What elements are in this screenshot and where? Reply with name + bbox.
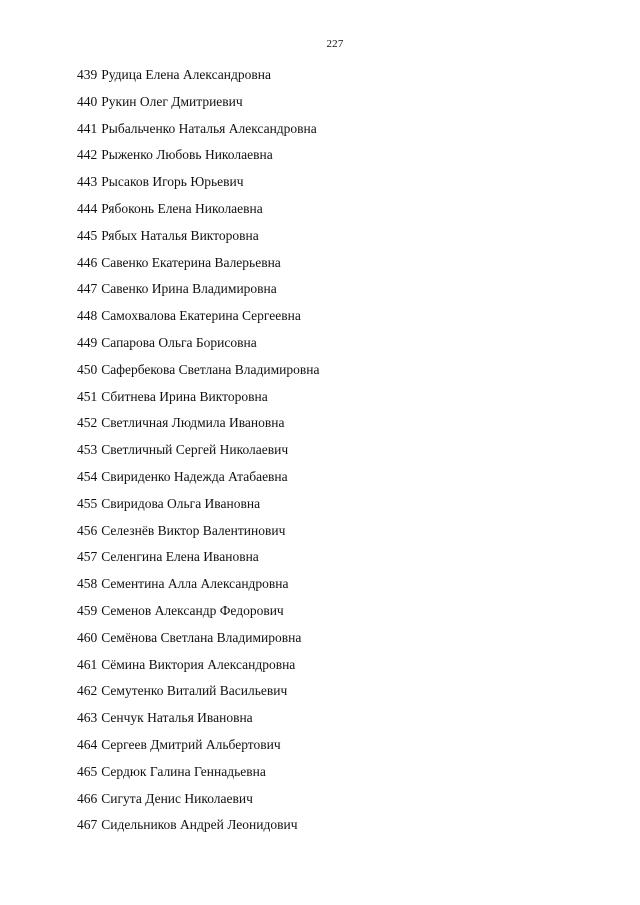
entry-name: Савенко Ирина Владимировна bbox=[101, 281, 277, 297]
entry-name: Рябоконь Елена Николаевна bbox=[101, 200, 263, 216]
entry-name: Рысаков Игорь Юрьевич bbox=[101, 174, 244, 190]
entry-number: 462 bbox=[77, 683, 98, 699]
entry-number: 442 bbox=[77, 147, 98, 163]
entry-name: Сердюк Галина Геннадьевна bbox=[101, 763, 266, 779]
entry-number: 456 bbox=[77, 522, 98, 538]
entry-name: Сафербекова Светлана Владимировна bbox=[101, 361, 320, 377]
entry-number: 439 bbox=[77, 67, 98, 82]
list-item bbox=[77, 303, 319, 330]
entry-name: Самохвалова Екатерина Сергеевна bbox=[101, 308, 301, 324]
list-item bbox=[77, 250, 319, 277]
entry-number: 452 bbox=[77, 415, 98, 431]
entry-number: 463 bbox=[77, 710, 98, 726]
entry-number: 467 bbox=[77, 817, 98, 833]
list-item bbox=[77, 464, 319, 491]
entry-name: Свиридова Ольга Ивановна bbox=[101, 495, 261, 511]
entry-name: Рыженко Любовь Николаевна bbox=[101, 147, 273, 163]
entry-number: 457 bbox=[77, 549, 98, 565]
entry-number: 464 bbox=[77, 736, 98, 752]
entry-name: Сапарова Ольга Борисовна bbox=[101, 334, 257, 350]
entry-number: 451 bbox=[77, 388, 98, 404]
list-item bbox=[77, 544, 319, 571]
entry-number: 465 bbox=[77, 763, 98, 779]
entry-name: Светличная Людмила Ивановна bbox=[101, 415, 285, 431]
list-item bbox=[77, 276, 319, 303]
entry-number: 448 bbox=[77, 308, 98, 324]
entry-number: 460 bbox=[77, 629, 98, 645]
entry-name: Сергеев Дмитрий Альбертович bbox=[101, 736, 281, 752]
entry-name: Свириденко Надежда Атабаевна bbox=[101, 468, 288, 484]
list-item bbox=[77, 786, 319, 813]
list-item bbox=[77, 62, 319, 89]
entry-name: Сбитнева Ирина Викторовна bbox=[101, 388, 268, 404]
entry-number: 444 bbox=[77, 200, 98, 216]
entry-name: Сигута Денис Николаевич bbox=[101, 790, 253, 806]
list-item bbox=[77, 142, 319, 169]
entry-name: Семёнова Светлана Владимировна bbox=[101, 629, 302, 645]
list-item bbox=[77, 518, 319, 545]
entry-name: Сенчук Наталья Ивановна bbox=[101, 710, 253, 726]
list-item bbox=[77, 437, 319, 464]
list-item bbox=[77, 812, 319, 839]
entry-name: Рукин Олег Дмитриевич bbox=[101, 93, 243, 109]
list-item bbox=[77, 410, 319, 437]
list-item bbox=[77, 330, 319, 357]
entry-name: Светличный Сергей Николаевич bbox=[101, 442, 289, 458]
entry-name: Сёмина Виктория Александровна bbox=[101, 656, 296, 672]
entry-number: 459 bbox=[77, 602, 98, 618]
page-number: 227 bbox=[326, 38, 344, 50]
list-item bbox=[77, 491, 319, 518]
list-item bbox=[77, 384, 319, 411]
list-item bbox=[77, 357, 319, 384]
entry-name: Рудица Елена Александровна bbox=[101, 67, 271, 82]
entry-name: Селезнёв Виктор Валентинович bbox=[101, 522, 286, 538]
entry-number: 453 bbox=[77, 442, 98, 458]
list-item bbox=[77, 223, 319, 250]
entry-number: 450 bbox=[77, 361, 98, 377]
entry-number: 443 bbox=[77, 174, 98, 190]
entry-name: Семутенко Виталий Васильевич bbox=[101, 683, 288, 699]
entry-name: Сидельников Андрей Леонидович bbox=[101, 817, 298, 833]
entry-name: Семенов Александр Федорович bbox=[101, 602, 284, 618]
list-item bbox=[77, 598, 319, 625]
entry-number: 461 bbox=[77, 656, 98, 672]
name-list bbox=[77, 62, 319, 839]
entry-number: 445 bbox=[77, 227, 98, 243]
list-item bbox=[77, 625, 319, 652]
entry-name: Рыбальченко Наталья Александровна bbox=[101, 120, 317, 136]
entry-name: Савенко Екатерина Валерьевна bbox=[101, 254, 281, 270]
list-item bbox=[77, 732, 319, 759]
list-item bbox=[77, 116, 319, 143]
entry-name: Селенгина Елена Ивановна bbox=[101, 549, 259, 565]
list-item bbox=[77, 705, 319, 732]
entry-number: 455 bbox=[77, 495, 98, 511]
entry-number: 454 bbox=[77, 468, 98, 484]
entry-number: 440 bbox=[77, 93, 98, 109]
list-item bbox=[77, 89, 319, 116]
entry-number: 466 bbox=[77, 790, 98, 806]
entry-number: 447 bbox=[77, 281, 98, 297]
list-item bbox=[77, 571, 319, 598]
entry-number: 441 bbox=[77, 120, 98, 136]
entry-number: 458 bbox=[77, 576, 98, 592]
entry-name: Рябых Наталья Викторовна bbox=[101, 227, 259, 243]
list-item bbox=[77, 196, 319, 223]
list-item bbox=[77, 652, 319, 679]
list-item bbox=[77, 759, 319, 786]
list-item bbox=[77, 169, 319, 196]
entry-name: Сементина Алла Александровна bbox=[101, 576, 289, 592]
entry-number: 446 bbox=[77, 254, 98, 270]
entry-number: 449 bbox=[77, 334, 98, 350]
list-item bbox=[77, 678, 319, 705]
